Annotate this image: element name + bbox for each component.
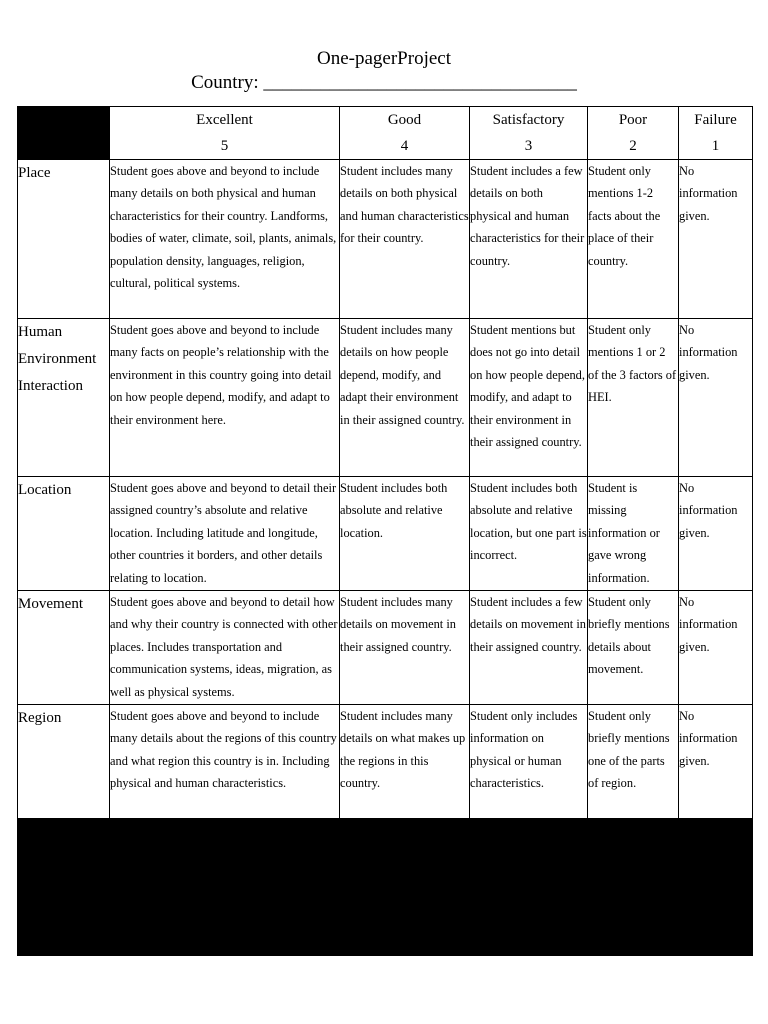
rubric-row-place — [18, 160, 753, 319]
criterion-poor: Student only briefly mentions details about movement. — [588, 591, 679, 705]
criterion-good: Student includes many details on what makes up the regions in this country. — [340, 705, 470, 819]
column-points: 1 — [711, 138, 720, 154]
column-header-good — [340, 107, 470, 160]
rubric-row-location — [18, 477, 753, 591]
criterion-failure: No information given. — [679, 319, 753, 477]
criterion-good: Student includes many details on both physical and human characteristics for their country. — [340, 160, 470, 319]
criterion-failure: No information given. — [679, 591, 753, 705]
column-label: Satisfactory — [492, 112, 565, 128]
criterion-satisfactory: Student includes both absolute and relative location, but one part is incorrect. — [470, 477, 588, 591]
rubric-row-movement — [18, 591, 753, 705]
row-label: Movement — [18, 591, 110, 705]
criterion-poor: Student only mentions 1 or 2 of the 3 factors of HEI. — [588, 319, 679, 477]
criterion-satisfactory: Student includes a few details on both physical and human characteristics for their country. — [470, 160, 588, 319]
criterion-satisfactory: Student includes a few details on movement in their assigned country. — [470, 591, 588, 705]
criterion-excellent: Student goes above and beyond to include many details about the regions of this country and what region this country is in. Including physical and human characteristics. — [110, 705, 340, 819]
criterion-good: Student includes both absolute and relative location. — [340, 477, 470, 591]
criterion-excellent: Student goes above and beyond to include many facts on people’s relationship with the environment in this country going into detail on how people depend, modify, and adapt to their environment here. — [110, 319, 340, 477]
column-label: Excellent — [196, 112, 253, 128]
rubric-row-human-environment-interaction — [18, 319, 753, 477]
column-points: 4 — [400, 138, 409, 154]
column-header-poor — [588, 107, 679, 160]
column-header-failure — [679, 107, 753, 160]
row-label: Region — [18, 705, 110, 819]
column-label: Good — [387, 112, 422, 128]
criterion-failure: No information given. — [679, 160, 753, 319]
row-label: Location — [18, 477, 110, 591]
criterion-poor: Student only briefly mentions one of the parts of region. — [588, 705, 679, 819]
column-header-satisfactory — [470, 107, 588, 160]
criterion-excellent: Student goes above and beyond to include many details on both physical and human characteristics for their country. Landforms, bodies of water, climate, soil, plants, animals, population density, languages, religion, cultural, political systems. — [110, 160, 340, 319]
column-label: Failure — [694, 112, 737, 128]
rubric-table — [17, 106, 753, 956]
country-field-line: Country: _________________________________ — [191, 72, 577, 93]
criterion-good: Student includes many details on how people depend, modify, and adapt their environment in their assigned country. — [340, 319, 470, 477]
bottom-redaction-row — [18, 819, 753, 956]
bottom-redaction-block — [18, 819, 753, 956]
criterion-poor: Student only mentions 1-2 facts about the place of their country. — [588, 160, 679, 319]
criterion-satisfactory: Student mentions but does not go into detail on how people depend, modify, and adapt to their environment in their assigned country. — [470, 319, 588, 477]
criterion-satisfactory: Student only includes information on physical or human characteristics. — [470, 705, 588, 819]
column-header-excellent — [110, 107, 340, 160]
rubric-header-row — [18, 107, 753, 160]
criterion-excellent: Student goes above and beyond to detail how and why their country is connected with other places. Includes transportation and communication systems, ideas, migration, as well as physical systems. — [110, 591, 340, 705]
column-points: 5 — [220, 138, 229, 154]
row-label: Human Environment Interaction — [18, 319, 110, 477]
criterion-good: Student includes many details on movement in their assigned country. — [340, 591, 470, 705]
row-label: Place — [18, 160, 110, 319]
criterion-excellent: Student goes above and beyond to detail their assigned country’s absolute and relative location. Including latitude and longitude, other countries it borders, and other details relating to location. — [110, 477, 340, 591]
criterion-poor: Student is missing information or gave wrong information. — [588, 477, 679, 591]
page-title: One-pagerProject — [317, 48, 451, 69]
corner-redaction-block — [18, 107, 110, 160]
criterion-failure: No information given. — [679, 477, 753, 591]
column-points: 2 — [629, 138, 637, 154]
column-label: Poor — [618, 112, 648, 128]
column-points: 3 — [524, 138, 533, 154]
criterion-failure: No information given. — [679, 705, 753, 819]
rubric-row-region — [18, 705, 753, 819]
